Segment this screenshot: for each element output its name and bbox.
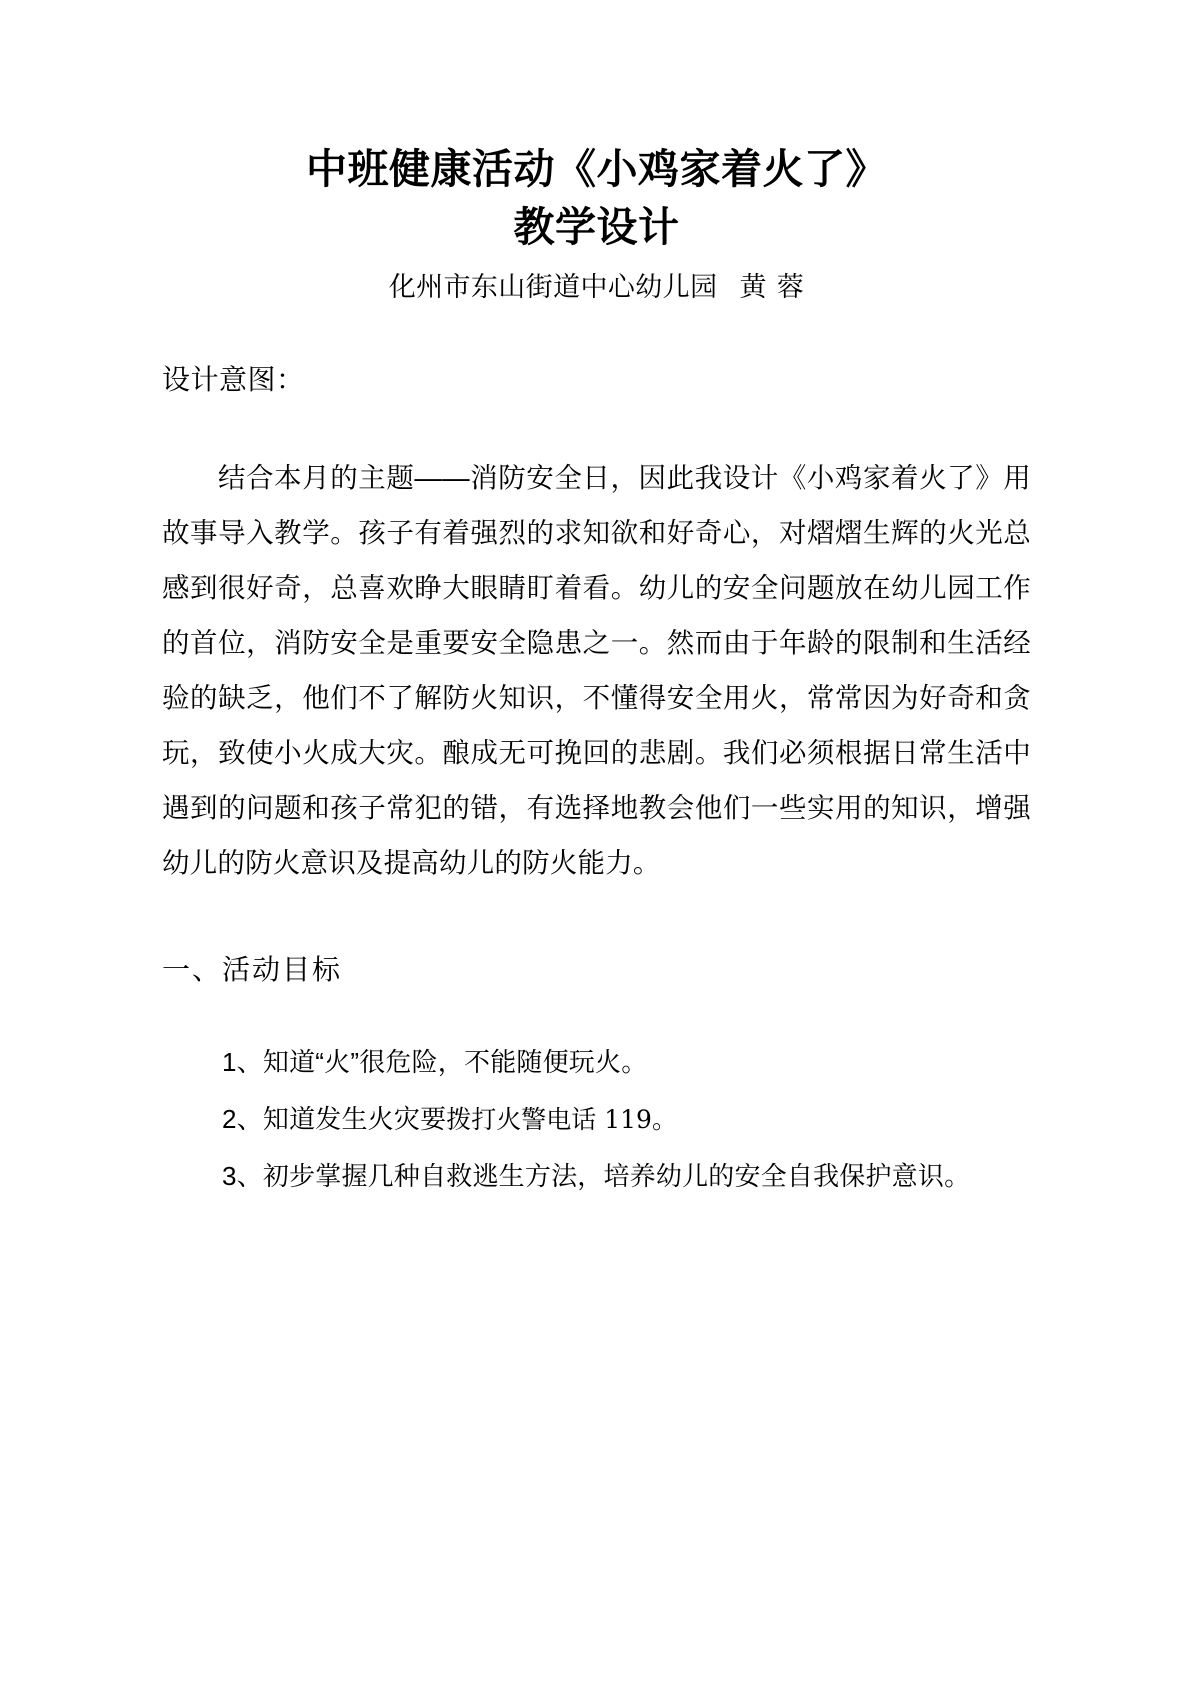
list-item-text: 知道发生火灾要 [262, 1104, 447, 1135]
author-line [162, 256, 1031, 305]
list-item-text: 初步掌握几种自救逃生方法，培养幼儿的安全自我保护意识。 [262, 1161, 971, 1192]
title-line-2: 教学设计 [513, 203, 680, 252]
section-heading-activity-goals: 一、活动目标 [162, 953, 343, 985]
list-item-text: 知道“火”很危险，不能随便玩火。 [262, 1047, 648, 1078]
design-intent-paragraph: 结合本月的主题——消防安全日，因此我设计《小鸡家着火了》用故事导入教学。孩子有着强烈的求知欲和好奇心，对熠熠生辉的火光总感到很好奇，总喜欢睁大眼睛盯着看。幼儿的安全问题放在幼儿园工作的首位，消防安全是重要安全隐患之一。然而由于年龄的限制和生活经验的缺乏，他们不了解防火知识，不懂得安全用火，常常因为好奇和贪玩，致使小火成大灾。酿成无可挽回的悲剧。我们必须根据日常生活中遇到的问题和孩子常犯的错，有选择地教会他们一些实用的知识，增强幼儿的防火意识及提高幼儿的防火能力。 [162, 461, 1031, 878]
page-title [162, 0, 1031, 256]
activity-goals-list [162, 988, 1031, 1205]
list-item [162, 1034, 1031, 1091]
title-line-1: 中班健康活动《小鸡家着火了》 [306, 145, 887, 193]
section-heading-design-intent: 设计意图： [162, 363, 305, 395]
author-surname: 黄 [739, 272, 767, 304]
list-item-number: 1、 [222, 1047, 263, 1078]
list-item [162, 1148, 1031, 1205]
author-institution: 化州市东山街道中心幼儿园 [388, 272, 718, 304]
list-item-text-alt: 拨打火警电话 119。 [446, 1105, 677, 1135]
list-item [162, 1091, 1031, 1148]
list-item-number: 3、 [222, 1161, 263, 1192]
author-given-name: 蓉 [776, 272, 805, 304]
list-item-number: 2、 [222, 1104, 263, 1135]
